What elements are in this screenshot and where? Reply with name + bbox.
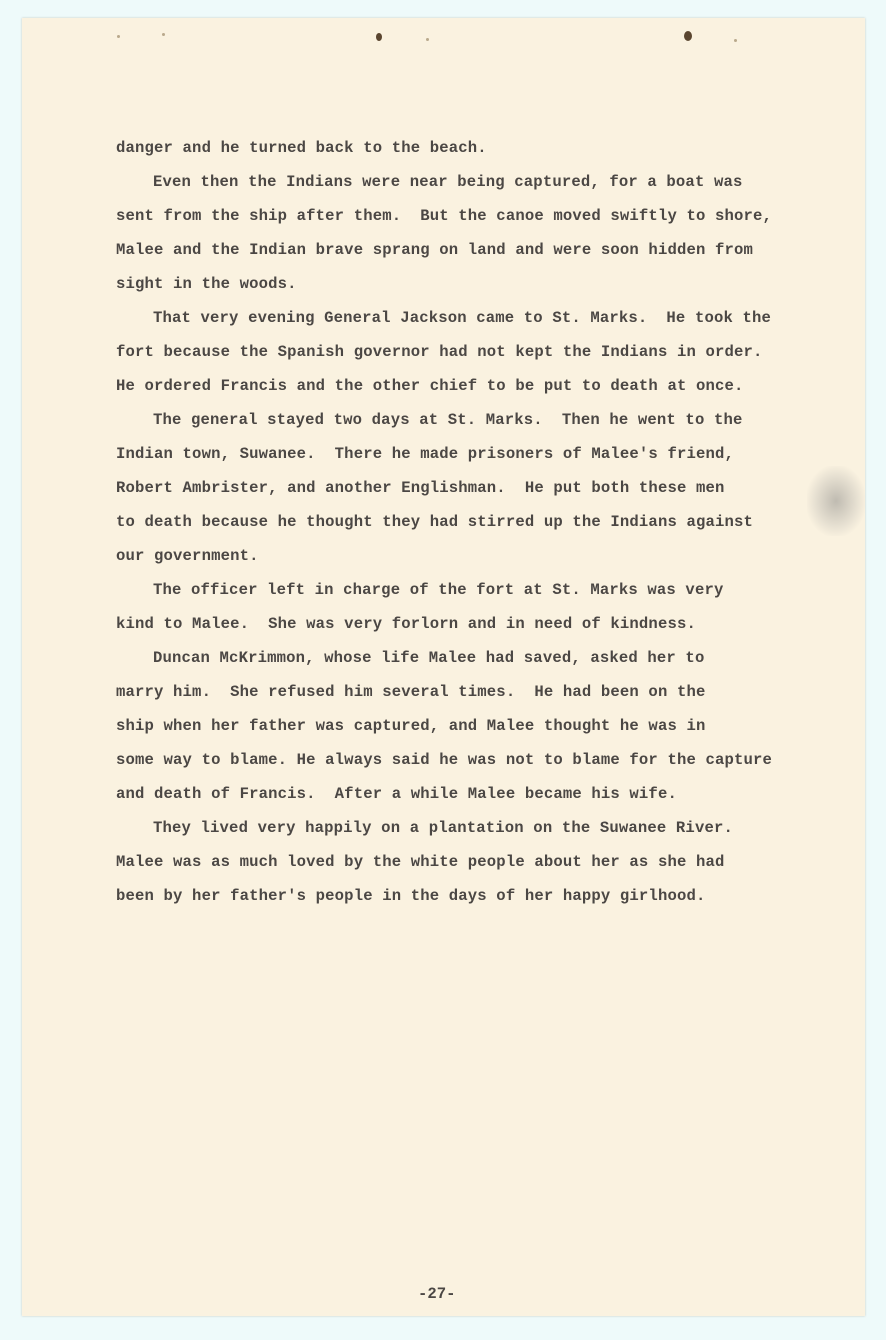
binding-hole-mark: [684, 31, 692, 41]
paper-speck: [734, 39, 737, 42]
text-line: danger and he turned back to the beach.: [116, 139, 487, 157]
text-line: and death of Francis. After a while Malee became his wife.: [116, 785, 677, 803]
text-line: ship when her father was captured, and Malee thought he was in: [116, 717, 706, 735]
text-line: our government.: [116, 547, 259, 565]
paper-speck: [426, 38, 429, 41]
text-line: some way to blame. He always said he was not to blame for the capture: [116, 751, 773, 769]
text-line: The officer left in charge of the fort at St. Marks was very: [153, 581, 724, 599]
text-line: Even then the Indians were near being captured, for a boat was: [153, 173, 743, 191]
text-line: kind to Malee. She was very forlorn and in need of kindness.: [116, 615, 696, 633]
paper-sheet: [22, 18, 865, 1316]
text-line: fort because the Spanish governor had not kept the Indians in order.: [116, 343, 763, 361]
text-line: Duncan McKrimmon, whose life Malee had saved, asked her to: [153, 649, 705, 667]
page-number: -27-: [418, 1285, 456, 1303]
typed-text-body: [116, 131, 816, 913]
paper-speck: [117, 35, 120, 38]
text-line: to death because he thought they had stirred up the Indians against: [116, 513, 754, 531]
binding-hole-mark: [376, 33, 382, 41]
text-line: Malee and the Indian brave sprang on land and were soon hidden from: [116, 241, 754, 259]
text-line: marry him. She refused him several times. He had been on the: [116, 683, 706, 701]
text-line: sent from the ship after them. But the canoe moved swiftly to shore,: [116, 207, 773, 225]
text-line: They lived very happily on a plantation on the Suwanee River.: [153, 819, 733, 837]
paper-speck: [162, 33, 165, 36]
text-line: Indian town, Suwanee. There he made prisoners of Malee's friend,: [116, 445, 735, 463]
text-line: He ordered Francis and the other chief to be put to death at once.: [116, 377, 744, 395]
text-line: been by her father's people in the days of her happy girlhood.: [116, 887, 706, 905]
text-line: That very evening General Jackson came to St. Marks. He took the: [153, 309, 772, 327]
text-line: sight in the woods.: [116, 275, 297, 293]
text-line: Robert Ambrister, and another Englishman. He put both these men: [116, 479, 725, 497]
text-line: The general stayed two days at St. Marks. Then he went to the: [153, 411, 743, 429]
text-line: Malee was as much loved by the white people about her as she had: [116, 853, 725, 871]
